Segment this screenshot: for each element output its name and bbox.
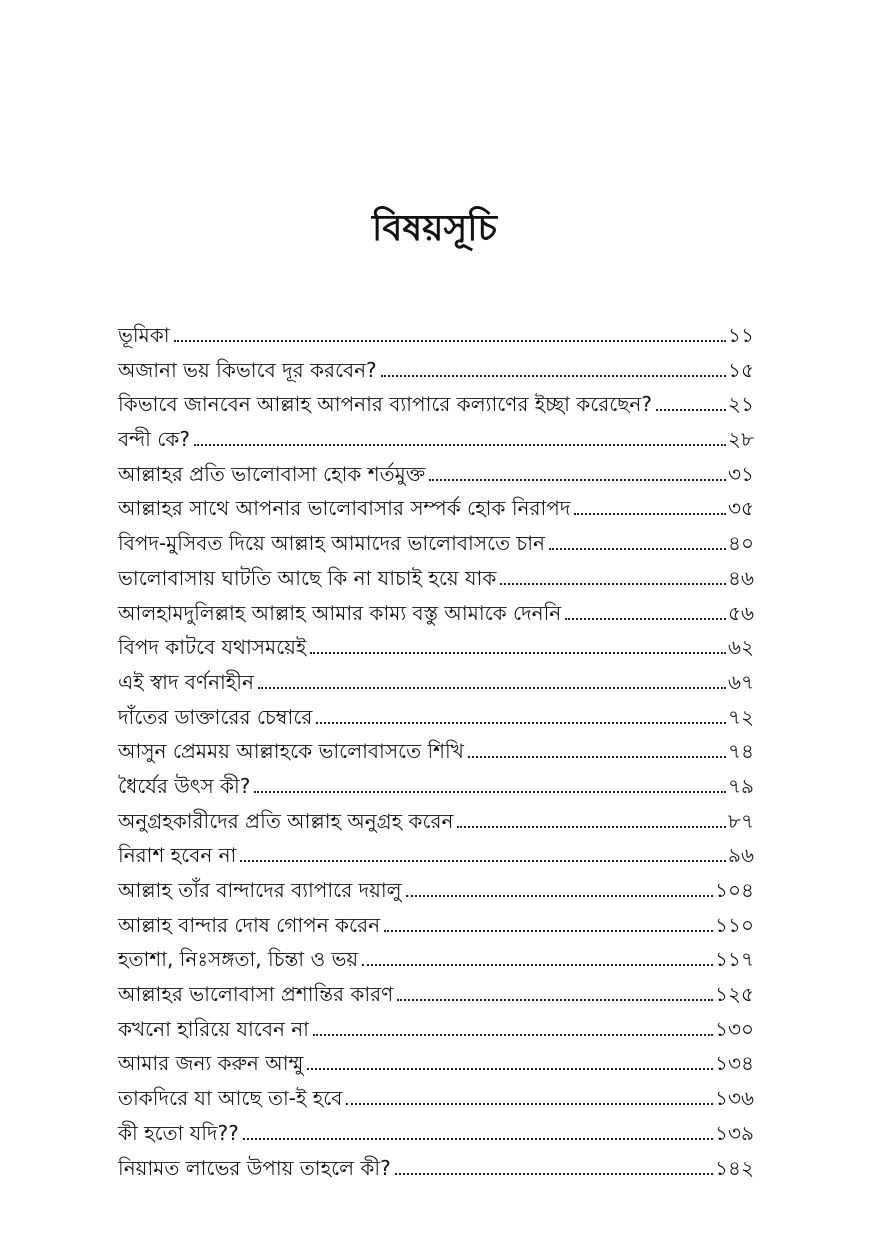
toc-entry xyxy=(118,491,754,526)
dot-leader xyxy=(549,547,726,550)
toc-entry-page: ৮৭ xyxy=(728,808,754,833)
dot-leader xyxy=(395,1172,713,1175)
dot-leader xyxy=(384,929,713,932)
toc-entry-page: ৭৯ xyxy=(728,773,754,798)
toc-entry xyxy=(118,942,754,977)
toc-entry-page: ৬২ xyxy=(727,635,754,660)
dot-leader xyxy=(174,339,726,342)
toc-entry-page: ৬৭ xyxy=(727,669,754,694)
toc-entry xyxy=(118,1081,754,1116)
dot-leader xyxy=(313,1033,713,1036)
toc-entry-title: কিভাবে জানবেন আল্লাহ আপনার ব্যাপারে কল্যাণের ইচ্ছা করেছেন? xyxy=(118,392,652,417)
toc-entry-page: ১১ xyxy=(728,323,754,347)
toc-entry-title: বিপদ-মুসিবত দিয়ে আল্লাহ আমাদের ভালোবাসতে চান xyxy=(118,531,545,556)
toc-entry xyxy=(118,561,754,596)
toc-entry-title: অনুগ্রহকারীদের প্রতি আল্লাহ অনুগ্রহ করেন xyxy=(118,808,454,833)
toc-entry-title: দাঁতের ডাক্তারের চেম্বারে xyxy=(118,704,313,729)
toc-entry-page: ৪০ xyxy=(728,531,754,556)
toc-entry xyxy=(118,873,754,908)
toc-entry xyxy=(118,1116,754,1151)
dot-leader xyxy=(500,582,726,585)
toc-entry-page: ৩১ xyxy=(728,461,754,486)
toc-entry-title: এই স্বাদ বর্ণনাহীন xyxy=(118,669,254,694)
toc-entry xyxy=(118,422,754,457)
toc-entry-page: ১২৫ xyxy=(715,982,754,1007)
toc-entry xyxy=(118,457,754,492)
toc-entry xyxy=(118,769,754,804)
dot-leader xyxy=(243,1137,713,1140)
toc-entry xyxy=(118,387,754,422)
dot-leader xyxy=(307,1067,713,1070)
toc-entry-title: হতাশা, নিঃসঙ্গতা, চিন্তা ও ভয় xyxy=(118,947,359,972)
toc-entry xyxy=(118,908,754,943)
toc-entry-title: আমার জন্য করুন আম্মু xyxy=(118,1051,304,1076)
toc-entry-page: ১৩৯ xyxy=(715,1120,754,1145)
dot-leader xyxy=(240,859,726,862)
toc-entry-title: অজানা ভয় কিভাবে দূর করবেন? xyxy=(118,357,377,382)
toc-entry xyxy=(118,804,754,839)
toc-entry-page: ১৩০ xyxy=(715,1016,754,1041)
toc-entry-page: ১০৪ xyxy=(715,878,754,902)
toc-entry-title: আল্লাহর ভালোবাসা প্রশান্তির কারণ xyxy=(118,982,394,1007)
toc-entry-title: ভালোবাসায় ঘাটতি আছে কি না যাচাই হয়ে যাক xyxy=(118,565,497,590)
dot-leader xyxy=(362,963,713,966)
dot-leader xyxy=(656,408,726,411)
toc-entry xyxy=(118,700,754,735)
toc-entry-page: ১১৭ xyxy=(715,947,754,972)
toc-entry xyxy=(118,1046,754,1081)
dot-leader xyxy=(316,721,726,724)
dot-leader xyxy=(397,998,713,1001)
dot-leader xyxy=(346,1102,713,1105)
dot-leader xyxy=(381,374,726,377)
toc-entry-title: নিরাশ হবেন না xyxy=(118,843,237,868)
toc-entry-page: ১৩৪ xyxy=(715,1051,754,1076)
toc-entry-page: ৪৬ xyxy=(728,565,754,590)
toc-entry xyxy=(118,630,754,665)
toc-entry-page: ১৩৬ xyxy=(715,1086,754,1111)
dot-leader xyxy=(574,512,726,515)
toc-entry-page: ১১০ xyxy=(715,912,754,937)
toc-entry-page: ৩৫ xyxy=(728,496,754,521)
toc-entry xyxy=(118,838,754,873)
toc-entry-title: আসুন প্রেমময় আল্লাহকে ভালোবাসতে শিখি xyxy=(118,739,464,764)
toc-entry-title: আল্লাহর সাথে আপনার ভালোবাসার সম্পর্ক হোক নিরাপদ xyxy=(118,496,571,521)
dot-leader xyxy=(194,443,726,446)
toc-entry xyxy=(118,353,754,388)
dot-leader xyxy=(310,651,726,654)
toc-entry-page: ৯৬ xyxy=(728,843,754,868)
toc-entry-page: ২৮ xyxy=(728,427,754,452)
dot-leader xyxy=(254,790,726,793)
toc-entry xyxy=(118,665,754,700)
toc-entry-title: কখনো হারিয়ে যাবেন না xyxy=(118,1016,309,1041)
toc-entry xyxy=(118,734,754,769)
toc-entry-title: আলহামদুলিল্লাহ আল্লাহ আমার কাম্য বস্তু আমাকে দেননি xyxy=(118,600,562,625)
toc-entry xyxy=(118,526,754,561)
toc-entry xyxy=(118,1012,754,1047)
toc-entry-title: ভূমিকা xyxy=(118,323,170,347)
toc-entry-title: বন্দী কে? xyxy=(118,427,190,452)
dot-leader xyxy=(429,478,726,481)
toc-entry-page: ৭৪ xyxy=(728,739,754,764)
toc-entry xyxy=(118,318,754,353)
toc-entry xyxy=(118,1151,754,1186)
toc-entry xyxy=(118,596,754,631)
dot-leader xyxy=(406,894,713,897)
toc-entry-title: আল্লাহ বান্দার দোষ গোপন করেন xyxy=(118,912,381,937)
toc-entry-title: আল্লাহর প্রতি ভালোবাসা হোক শর্তমুক্ত xyxy=(118,461,426,486)
toc-entry-page: ৫৬ xyxy=(728,600,754,625)
table-of-contents xyxy=(118,318,754,1185)
dot-leader xyxy=(468,755,726,758)
toc-entry-page: ২১ xyxy=(728,392,754,417)
toc-entry-page: ৭২ xyxy=(727,704,754,729)
dot-leader xyxy=(258,686,726,689)
dot-leader xyxy=(457,825,726,828)
toc-entry-title: বিপদ কাটবে যথাসময়েই xyxy=(118,635,307,660)
toc-entry-page: ১৪২ xyxy=(715,1155,754,1180)
page-title: বিষয়সূচি xyxy=(372,208,497,249)
toc-entry xyxy=(118,977,754,1012)
toc-entry-title: নিয়ামত লাভের উপায় তাহলে কী? xyxy=(118,1155,391,1180)
toc-entry-page: ১৫ xyxy=(728,357,754,382)
toc-entry-title: আল্লাহ তাঁর বান্দাদের ব্যাপারে দয়ালু xyxy=(118,878,402,902)
dot-leader xyxy=(565,617,726,620)
toc-entry-title: কী হতো যদি?? xyxy=(118,1120,239,1145)
toc-entry-title: তাকদিরে যা আছে তা-ই হবে xyxy=(118,1086,343,1111)
toc-entry-title: ধৈর্যের উৎস কী? xyxy=(118,773,251,798)
